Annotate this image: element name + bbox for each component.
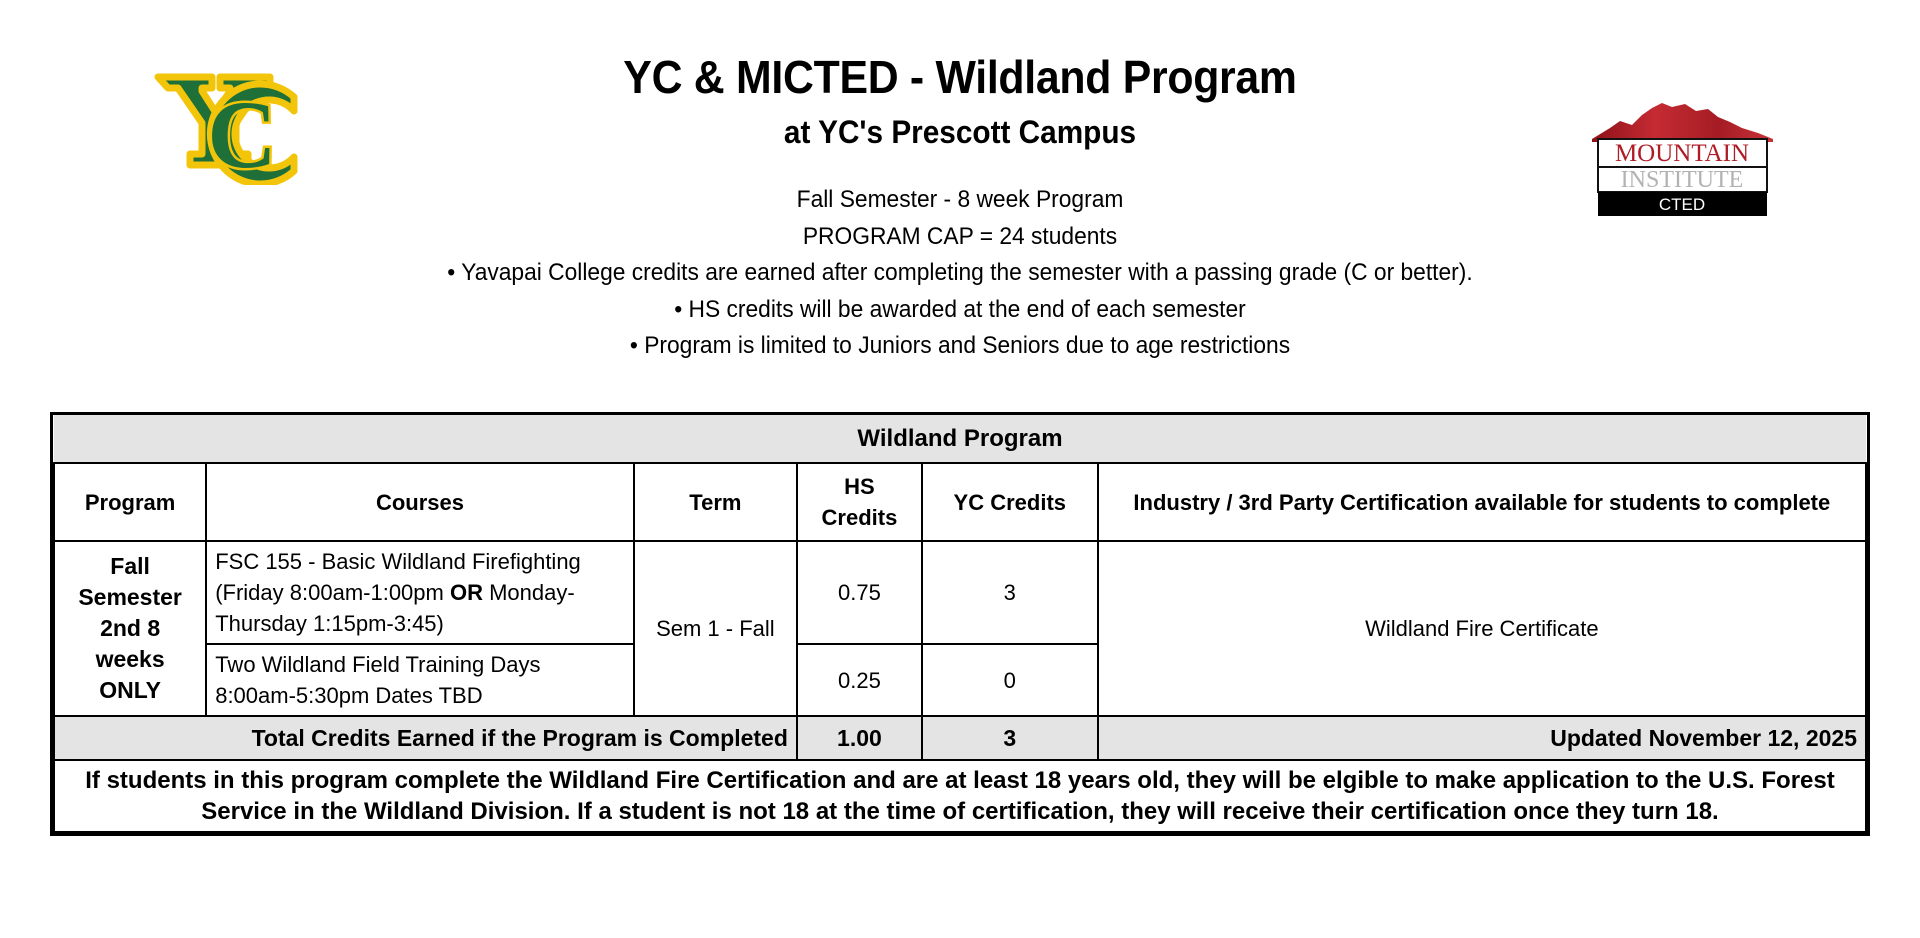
header-title-block	[0, 52, 1920, 150]
column-header-courses: Courses	[206, 463, 634, 541]
course-1-text-post: Monday-Thursday 1:15pm-3:45)	[215, 580, 575, 636]
table-totals-row	[54, 716, 1866, 760]
table-header-row	[54, 463, 1866, 541]
cell-yc-credits-2: 0	[922, 644, 1098, 716]
header-line-term: Fall Semester - 8 week Program	[796, 186, 1124, 213]
table-banner-title: Wildland Program	[54, 415, 1866, 463]
footnote-text: If students in this program complete the Wildland Fire Certification and are at least 18 years old, they will be elgible to make application to the U.S. Forest Service in the Wildland Division. If a student is not 18 at the time of certification, they will receive their certification once they turn 18.	[54, 760, 1866, 832]
totals-hs-credits: 1.00	[797, 716, 922, 760]
cell-hs-credits-2: 0.25	[797, 644, 922, 716]
header-bullet-age-restriction: • Program is limited to Juniors and Seniors due to age restrictions	[629, 332, 1291, 359]
header-detail-lines	[0, 182, 1920, 365]
totals-updated-date: Updated November 12, 2025	[1098, 716, 1866, 760]
cell-certification: Wildland Fire Certificate	[1098, 541, 1866, 716]
column-header-hs-credits: HS Credits	[797, 463, 922, 541]
cell-term: Sem 1 - Fall	[634, 541, 797, 716]
course-1-text-pre: FSC 155 - Basic Wildland Firefighting (Friday 8:00am-1:00pm	[215, 549, 581, 605]
header-bullet-hs-credits: • HS credits will be awarded at the end of each semester	[674, 295, 1246, 323]
table-footnote-row	[54, 760, 1866, 832]
cell-course-1	[206, 541, 634, 644]
totals-yc-credits: 3	[922, 716, 1098, 760]
header-bullet-college-credits: • Yavapai College credits are earned after completing the semester with a passing grade (C or better).	[447, 259, 1473, 286]
totals-label: Total Credits Earned if the Program is Completed	[54, 716, 797, 760]
svg-text:INSTITUTE: INSTITUTE	[1620, 167, 1744, 193]
cell-program-label: Fall Semester 2nd 8 weeks ONLY	[54, 541, 206, 716]
wildland-program-table	[50, 412, 1870, 836]
column-header-certification: Industry / 3rd Party Certification available for students to complete	[1098, 463, 1866, 541]
table-banner-row	[54, 415, 1866, 463]
page-subtitle: at YC's Prescott Campus	[783, 113, 1137, 150]
svg-text:C: C	[207, 81, 277, 185]
cell-hs-credits-1: 0.75	[797, 541, 922, 644]
svg-text:MOUNTAIN: MOUNTAIN	[1614, 140, 1750, 167]
course-1-text-or: OR	[449, 580, 483, 605]
cell-yc-credits-1: 3	[922, 541, 1098, 644]
column-header-yc-credits: YC Credits	[922, 463, 1098, 541]
table-row	[54, 541, 1866, 644]
document-header	[0, 0, 1920, 400]
cell-course-2	[206, 644, 634, 716]
column-header-term: Term	[634, 463, 797, 541]
svg-text:CTED: CTED	[1658, 195, 1706, 214]
page-title: YC & MICTED - Wildland Program	[623, 51, 1297, 103]
column-header-program: Program	[54, 463, 206, 541]
header-line-cap: PROGRAM CAP = 24 students	[802, 222, 1118, 250]
course-2-text-pre: Two Wildland Field Training Days 8:00am-5:30pm Dates TBD	[215, 652, 541, 708]
